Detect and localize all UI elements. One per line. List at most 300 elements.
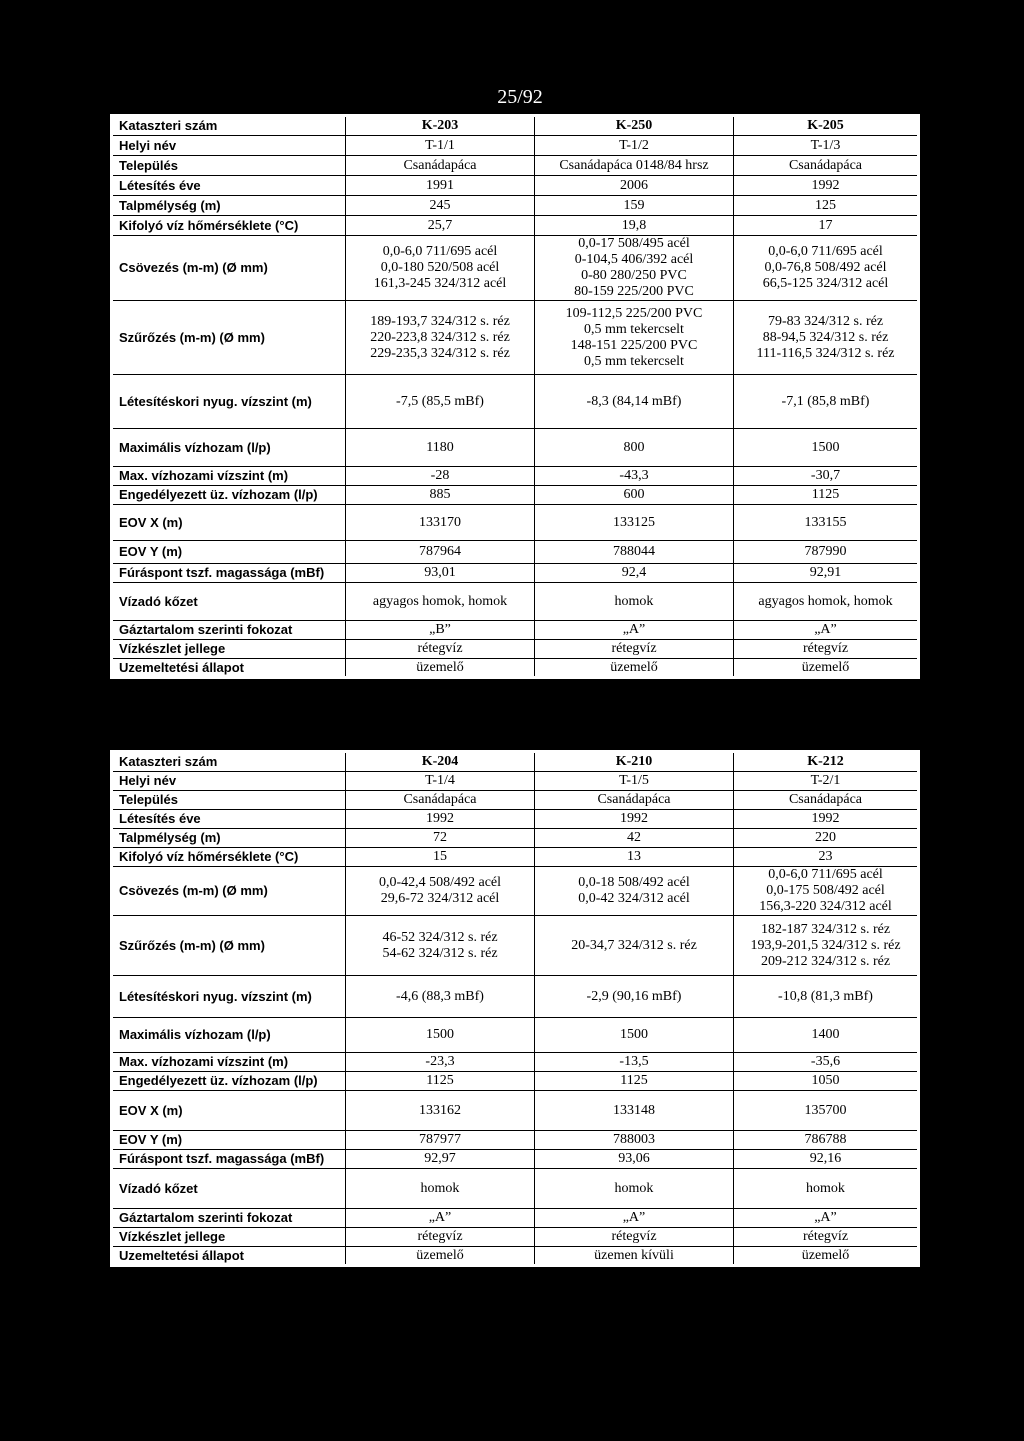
cell-text: 92,97 xyxy=(424,1151,456,1166)
row-label: EOV X (m) xyxy=(112,1091,346,1131)
cell-text: 109-112,5 225/200 PVC 0,5 mm tekercselt 148-151 225/200 PVC 0,5 mm tekercselt xyxy=(565,305,703,369)
value-cell xyxy=(535,429,734,467)
cell-text: 93,01 xyxy=(424,565,456,580)
value-cell xyxy=(346,810,535,829)
cell-text: -7,1 (85,8 mBf) xyxy=(781,393,870,409)
cell-text: rétegvíz xyxy=(611,641,657,656)
value-cell xyxy=(346,1247,535,1266)
value-cell xyxy=(734,1247,919,1266)
value-cell xyxy=(535,772,734,791)
cell-text: 1180 xyxy=(426,439,454,455)
value-cell xyxy=(346,1072,535,1091)
cell-text: „A” xyxy=(814,1210,837,1225)
cell-text: 92,4 xyxy=(621,565,647,580)
cell-text: 15 xyxy=(433,849,447,864)
value-cell xyxy=(346,1131,535,1150)
value-cell xyxy=(535,564,734,583)
row-label: Csövezés (m-m) (Ø mm) xyxy=(112,236,346,301)
cell-text: 1500 xyxy=(620,1027,648,1042)
value-cell xyxy=(734,1150,919,1169)
cell-text: 17 xyxy=(818,217,833,233)
value-cell xyxy=(535,976,734,1018)
table-row xyxy=(112,156,919,176)
well-id-cell: K-250 xyxy=(535,116,734,136)
cell-text: T-1/1 xyxy=(425,137,455,153)
value-cell xyxy=(734,1169,919,1209)
value-cell xyxy=(346,196,535,216)
value-cell xyxy=(734,176,919,196)
value-cell xyxy=(535,1072,734,1091)
cell-text: T-1/4 xyxy=(425,773,455,788)
value-cell xyxy=(734,467,919,486)
value-cell xyxy=(734,505,919,541)
value-cell xyxy=(535,659,734,678)
table-row xyxy=(112,375,919,429)
cell-text: -4,6 (88,3 mBf) xyxy=(396,988,484,1004)
value-cell xyxy=(734,541,919,564)
cell-text: -43,3 xyxy=(619,468,649,483)
cell-text: 46-52 324/312 s. réz 54-62 324/312 s. réz xyxy=(382,929,498,961)
value-cell xyxy=(734,621,919,640)
value-cell xyxy=(535,236,734,301)
value-cell xyxy=(734,659,919,678)
table-row xyxy=(112,505,919,541)
row-label: Vízadó kőzet xyxy=(112,583,346,621)
value-cell xyxy=(346,829,535,848)
cell-text: 1992 xyxy=(620,811,648,826)
cell-text: 1992 xyxy=(426,811,454,826)
cell-text: üzemelő xyxy=(416,1247,464,1263)
row-label: Maximális vízhozam (l/p) xyxy=(112,429,346,467)
row-label: Uzemeltetési állapot xyxy=(112,1247,346,1266)
row-label: Település xyxy=(112,791,346,810)
table-row xyxy=(112,621,919,640)
value-cell xyxy=(535,1091,734,1131)
cell-text: -35,6 xyxy=(810,1054,841,1069)
cell-text: 0,0-6,0 711/695 acél 0,0-76,8 508/492 acél 66,5-125 324/312 acél xyxy=(762,244,889,291)
cell-text: 25,7 xyxy=(427,217,453,233)
table-row xyxy=(112,1228,919,1247)
cell-text: Csanádapáca xyxy=(597,792,671,807)
row-label: Vízadó kőzet xyxy=(112,1169,346,1209)
value-cell xyxy=(734,1091,919,1131)
cell-text: 92,16 xyxy=(809,1151,842,1166)
cell-text: agyagos homok, homok xyxy=(372,593,508,609)
cell-text: -28 xyxy=(430,468,450,483)
cell-text: T-1/5 xyxy=(619,773,649,788)
value-cell xyxy=(346,659,535,678)
cell-text: 786788 xyxy=(804,1132,847,1147)
value-cell xyxy=(734,1228,919,1247)
cell-text: „A” xyxy=(814,622,837,637)
row-label: Gáztartalom szerinti fokozat xyxy=(112,621,346,640)
table-row xyxy=(112,1209,919,1228)
value-cell xyxy=(346,375,535,429)
value-cell xyxy=(734,1072,919,1091)
cell-text: 1400 xyxy=(811,1027,840,1042)
cell-text: 245 xyxy=(429,197,451,213)
value-cell xyxy=(734,1053,919,1072)
cell-text: 600 xyxy=(623,487,645,502)
value-cell xyxy=(346,486,535,505)
table-header-row xyxy=(112,116,919,136)
row-label: Helyi név xyxy=(112,136,346,156)
cell-text: üzemelő xyxy=(801,659,850,675)
cell-text: 0,0-18 508/492 acél 0,0-42 324/312 acél xyxy=(578,875,690,906)
value-cell xyxy=(346,1091,535,1131)
value-cell xyxy=(346,772,535,791)
value-cell xyxy=(535,810,734,829)
row-label: EOV X (m) xyxy=(112,505,346,541)
table-row xyxy=(112,1150,919,1169)
row-label: Szűrőzés (m-m) (Ø mm) xyxy=(112,301,346,375)
value-cell xyxy=(535,621,734,640)
value-cell xyxy=(346,916,535,976)
cell-text: Csanádapáca xyxy=(788,792,863,807)
cell-text: 1991 xyxy=(426,177,454,193)
row-label: EOV Y (m) xyxy=(112,541,346,564)
cell-text: 800 xyxy=(623,439,645,455)
row-label: Max. vízhozami vízszint (m) xyxy=(112,467,346,486)
cell-text: -13,5 xyxy=(619,1054,649,1069)
well-data-table-1 xyxy=(110,114,920,679)
cell-text: rétegvíz xyxy=(802,1229,849,1244)
value-cell xyxy=(346,1209,535,1228)
well-id-cell: K-210 xyxy=(535,752,734,772)
value-cell xyxy=(346,791,535,810)
value-cell xyxy=(535,1228,734,1247)
cell-text: -30,7 xyxy=(810,468,841,483)
cell-text: „A” xyxy=(622,622,646,637)
well-id-cell: K-204 xyxy=(346,752,535,772)
table-row xyxy=(112,640,919,659)
value-cell xyxy=(535,867,734,916)
value-cell xyxy=(535,1131,734,1150)
value-cell xyxy=(346,505,535,541)
row-label: Kifolyó víz hőmérséklete (°C) xyxy=(112,216,346,236)
cell-text: Csanádapáca xyxy=(403,157,477,173)
cell-text: 1992 xyxy=(811,177,840,193)
cell-text: T-2/1 xyxy=(810,773,841,788)
value-cell xyxy=(535,791,734,810)
cell-text: Csanádapáca 0148/84 hrsz xyxy=(559,157,709,173)
value-cell xyxy=(346,467,535,486)
value-cell xyxy=(346,1150,535,1169)
cell-text: 0,0-6,0 711/695 acél 0,0-180 520/508 acél 161,3-245 324/312 acél xyxy=(373,244,507,291)
value-cell xyxy=(346,867,535,916)
page-number: 25/92 xyxy=(497,86,543,108)
value-cell xyxy=(734,429,919,467)
table-row xyxy=(112,1053,919,1072)
value-cell xyxy=(734,772,919,791)
cell-text: 1992 xyxy=(811,811,840,826)
value-cell xyxy=(734,564,919,583)
row-label: Kataszteri szám xyxy=(112,116,346,136)
value-cell xyxy=(346,429,535,467)
value-cell xyxy=(535,640,734,659)
table-row xyxy=(112,196,919,216)
value-cell xyxy=(535,1169,734,1209)
cell-text: 1125 xyxy=(811,487,840,502)
row-label: Talpmélység (m) xyxy=(112,829,346,848)
value-cell xyxy=(734,1131,919,1150)
cell-text: 133155 xyxy=(804,514,847,530)
cell-text: homok xyxy=(420,1180,460,1196)
value-cell xyxy=(535,196,734,216)
value-cell xyxy=(346,541,535,564)
value-cell xyxy=(346,216,535,236)
row-label: Létesítéskori nyug. vízszint (m) xyxy=(112,976,346,1018)
value-cell xyxy=(734,156,919,176)
table-row xyxy=(112,659,919,678)
row-label: Fúráspont tszf. magassága (mBf) xyxy=(112,564,346,583)
cell-text: „A” xyxy=(622,1210,646,1225)
table-row xyxy=(112,916,919,976)
table-row xyxy=(112,1169,919,1209)
value-cell xyxy=(734,867,919,916)
row-label: Fúráspont tszf. magassága (mBf) xyxy=(112,1150,346,1169)
row-label: Uzemeltetési állapot xyxy=(112,659,346,678)
value-cell xyxy=(535,1018,734,1053)
table-row xyxy=(112,429,919,467)
value-cell xyxy=(734,136,919,156)
cell-text: 20-34,7 324/312 s. réz xyxy=(571,937,697,953)
value-cell xyxy=(535,916,734,976)
cell-text: T-1/3 xyxy=(810,137,841,153)
value-cell xyxy=(734,1018,919,1053)
value-cell xyxy=(535,176,734,196)
cell-text: 133162 xyxy=(419,1102,461,1118)
row-label: Engedélyezett üz. vízhozam (l/p) xyxy=(112,1072,346,1091)
cell-text: rétegvíz xyxy=(611,1229,657,1244)
table-row xyxy=(112,236,919,301)
value-cell xyxy=(535,136,734,156)
table-row xyxy=(112,1091,919,1131)
well-id-cell: K-212 xyxy=(734,752,919,772)
table-header-row xyxy=(112,752,919,772)
value-cell xyxy=(734,196,919,216)
value-cell xyxy=(734,791,919,810)
table-row xyxy=(112,216,919,236)
table-row xyxy=(112,136,919,156)
table-row xyxy=(112,541,919,564)
value-cell xyxy=(346,236,535,301)
value-cell xyxy=(346,976,535,1018)
table-row xyxy=(112,1018,919,1053)
value-cell xyxy=(535,1247,734,1266)
value-cell xyxy=(535,541,734,564)
row-label: Gáztartalom szerinti fokozat xyxy=(112,1209,346,1228)
value-cell xyxy=(734,1209,919,1228)
cell-text: 220 xyxy=(815,830,836,845)
table-row xyxy=(112,583,919,621)
row-label: Talpmélység (m) xyxy=(112,196,346,216)
cell-text: 93,06 xyxy=(618,1151,650,1166)
value-cell xyxy=(346,640,535,659)
cell-text: Csanádapáca xyxy=(788,157,863,173)
table-row xyxy=(112,829,919,848)
cell-text: 1125 xyxy=(620,1073,648,1088)
table-row xyxy=(112,791,919,810)
row-label: Csövezés (m-m) (Ø mm) xyxy=(112,867,346,916)
table-row xyxy=(112,564,919,583)
row-label: Vízkészlet jellege xyxy=(112,640,346,659)
cell-text: 182-187 324/312 s. réz 193,9-201,5 324/312 s. réz 209-212 324/312 s. réz xyxy=(750,921,901,969)
cell-text: homok xyxy=(806,1180,845,1196)
cell-text: 787964 xyxy=(419,544,461,559)
cell-text: 92,91 xyxy=(809,565,842,580)
row-label: Szűrőzés (m-m) (Ø mm) xyxy=(112,916,346,976)
value-cell xyxy=(734,301,919,375)
cell-text: 125 xyxy=(815,197,836,213)
value-cell xyxy=(535,829,734,848)
value-cell xyxy=(734,976,919,1018)
cell-text: rétegvíz xyxy=(802,641,849,656)
cell-text: 788003 xyxy=(613,1132,655,1147)
cell-text: 133170 xyxy=(419,514,461,530)
cell-text: 19,8 xyxy=(621,217,647,233)
value-cell xyxy=(734,829,919,848)
value-cell xyxy=(734,375,919,429)
value-cell xyxy=(346,583,535,621)
value-cell xyxy=(734,236,919,301)
table-row xyxy=(112,1072,919,1091)
cell-text: -10,8 (81,3 mBf) xyxy=(778,988,873,1004)
value-cell xyxy=(346,848,535,867)
value-cell xyxy=(346,564,535,583)
cell-text: homok xyxy=(614,1180,654,1196)
cell-text: 787990 xyxy=(804,544,847,559)
row-label: Település xyxy=(112,156,346,176)
well-id-cell: K-205 xyxy=(734,116,919,136)
cell-text: 885 xyxy=(429,487,451,502)
value-cell xyxy=(734,916,919,976)
cell-text: „B” xyxy=(429,622,451,637)
table-row xyxy=(112,486,919,505)
cell-text: 133125 xyxy=(613,514,655,530)
cell-text: 1500 xyxy=(426,1027,454,1042)
cell-text: 0,0-42,4 508/492 acél 29,6-72 324/312 acél xyxy=(378,875,502,906)
cell-text: üzemen kívüli xyxy=(594,1247,674,1263)
value-cell xyxy=(734,848,919,867)
value-cell xyxy=(346,621,535,640)
cell-text: üzemelő xyxy=(416,659,464,675)
well-data-table-2 xyxy=(110,750,920,1267)
row-label: Vízkészlet jellege xyxy=(112,1228,346,1247)
cell-text: 788044 xyxy=(613,544,655,559)
row-label: Létesítéskori nyug. vízszint (m) xyxy=(112,375,346,429)
value-cell xyxy=(535,848,734,867)
row-label: Engedélyezett üz. vízhozam (l/p) xyxy=(112,486,346,505)
cell-text: 159 xyxy=(623,197,645,213)
row-label: Létesítés éve xyxy=(112,810,346,829)
row-label: Létesítés éve xyxy=(112,176,346,196)
cell-text: rétegvíz xyxy=(417,1229,463,1244)
cell-text: 787977 xyxy=(419,1132,461,1147)
value-cell xyxy=(734,216,919,236)
value-cell xyxy=(535,216,734,236)
row-label: Kataszteri szám xyxy=(112,752,346,772)
cell-text: 0,0-6,0 711/695 acél 0,0-175 508/492 acél 156,3-220 324/312 acél xyxy=(759,867,892,914)
table-row xyxy=(112,1247,919,1266)
cell-text: -2,9 (90,16 mBf) xyxy=(586,988,682,1004)
value-cell xyxy=(346,136,535,156)
value-cell xyxy=(535,1209,734,1228)
table-row xyxy=(112,772,919,791)
cell-text: T-1/2 xyxy=(619,137,649,153)
well-id-cell: K-203 xyxy=(346,116,535,136)
cell-text: agyagos homok, homok xyxy=(758,593,893,609)
cell-text: 42 xyxy=(627,830,641,845)
value-cell xyxy=(535,156,734,176)
row-label: EOV Y (m) xyxy=(112,1131,346,1150)
value-cell xyxy=(734,640,919,659)
value-cell xyxy=(535,301,734,375)
cell-text: „A” xyxy=(428,1210,452,1225)
row-label: Maximális vízhozam (l/p) xyxy=(112,1018,346,1053)
cell-text: 133148 xyxy=(613,1102,655,1118)
table-row xyxy=(112,976,919,1018)
value-cell xyxy=(535,505,734,541)
value-cell xyxy=(535,375,734,429)
cell-text: 2006 xyxy=(620,177,648,193)
cell-text: -23,3 xyxy=(425,1054,455,1069)
cell-text: 189-193,7 324/312 s. réz 220-223,8 324/312 s. réz 229-235,3 324/312 s. réz xyxy=(370,313,510,361)
value-cell xyxy=(535,583,734,621)
cell-text: 23 xyxy=(818,849,833,864)
table-row xyxy=(112,810,919,829)
table-row xyxy=(112,848,919,867)
row-label: Max. vízhozami vízszint (m) xyxy=(112,1053,346,1072)
cell-text: 13 xyxy=(627,849,641,864)
value-cell xyxy=(734,810,919,829)
table-row xyxy=(112,1131,919,1150)
value-cell xyxy=(535,1150,734,1169)
value-cell xyxy=(346,176,535,196)
value-cell xyxy=(346,1018,535,1053)
value-cell xyxy=(734,583,919,621)
cell-text: homok xyxy=(614,593,654,609)
value-cell xyxy=(535,486,734,505)
table-row xyxy=(112,467,919,486)
cell-text: Csanádapáca xyxy=(403,792,477,807)
cell-text: 135700 xyxy=(804,1102,847,1118)
value-cell xyxy=(535,467,734,486)
cell-text: 1050 xyxy=(811,1073,840,1088)
cell-text: rétegvíz xyxy=(417,641,463,656)
cell-text: 1500 xyxy=(811,439,840,455)
cell-text: üzemelő xyxy=(801,1247,850,1263)
row-label: Kifolyó víz hőmérséklete (°C) xyxy=(112,848,346,867)
value-cell xyxy=(346,1228,535,1247)
cell-text: 1125 xyxy=(426,1073,454,1088)
cell-text: -7,5 (85,5 mBf) xyxy=(396,393,484,409)
cell-text: -8,3 (84,14 mBf) xyxy=(586,393,682,409)
cell-text: 72 xyxy=(433,830,447,845)
cell-text: 79-83 324/312 s. réz 88-94,5 324/312 s. réz 111-116,5 324/312 s. réz xyxy=(756,313,895,361)
table-row xyxy=(112,176,919,196)
value-cell xyxy=(346,1169,535,1209)
row-label: Helyi név xyxy=(112,772,346,791)
cell-text: üzemelő xyxy=(610,659,658,675)
table-row xyxy=(112,867,919,916)
value-cell xyxy=(535,1053,734,1072)
value-cell xyxy=(346,156,535,176)
value-cell xyxy=(346,1053,535,1072)
value-cell xyxy=(346,301,535,375)
cell-text: 0,0-17 508/495 acél 0-104,5 406/392 acél 0-80 280/250 PVC 80-159 225/200 PVC xyxy=(574,236,694,299)
value-cell xyxy=(734,486,919,505)
